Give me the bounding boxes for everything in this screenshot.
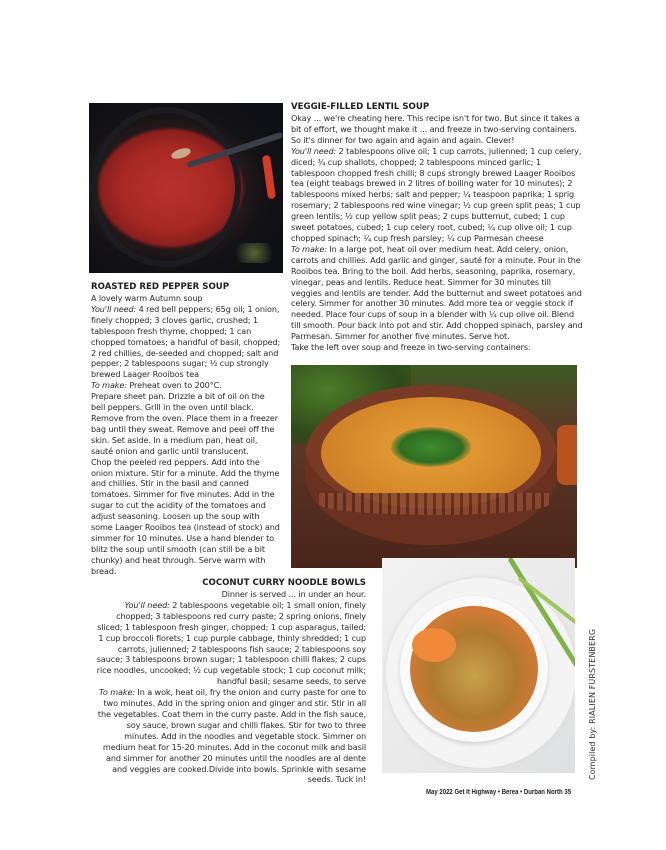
youll-need-label: You'll need: [124, 599, 170, 610]
noodle-bowl-photo [382, 558, 575, 773]
lentil-soup-method [291, 244, 583, 342]
coconut-curry-ingredients [90, 600, 366, 687]
photo-credit: Compiled by: RIALIEN FURSTENBERG [588, 628, 597, 780]
preheat-text: Preheat oven to 200°C. [126, 380, 222, 391]
spice-bowl [557, 425, 577, 485]
red-pepper-soup-intro: A lovely warm Autumn soup [91, 293, 203, 303]
youll-need-label: You'll need: [91, 303, 137, 314]
lentil-soup-ingredients [291, 146, 583, 244]
lentil-soup-outro: Take the left over soup and freeze in two-serving containers. [291, 342, 531, 353]
ingredients-text: 2 tablespoons vegetable oil; 1 small onion, finely chopped; 3 tablespoons red curry paste; 2 spring onions, finely sliced; 1 tablespoon fresh ginger, chopped; 1 cup asparagus, tailed; 1 cup broccoli florets; 1 cup purple cabbage, thinly shredded; 1 cup carrots, julienned; 2 tablespoons fish sauce; 2 tablespoons soy sauce; 3 tablespoons brown sugar; 1 tablespoon chilli flakes; 2 cups rice noodles, uncooked; ½ cup vegetable stock; 1 cup coconut milk; handful basil; sesame seeds, to serve [96, 599, 366, 687]
pan-rim [91, 107, 241, 267]
red-pepper-soup-photo [89, 103, 283, 273]
youll-need-label: You'll need: [291, 145, 337, 156]
page-footer: May 2022 Get It Highway • Berea • Durban North 35 [426, 789, 572, 796]
carrot-garnish [412, 628, 456, 662]
coconut-curry-intro: Dinner is served ... in under an hour. [221, 589, 366, 599]
red-pepper-soup-method-1: Prepare sheet pan. Drizzle a bit of oil on the bell peppers. Grill in the oven until black. Remove from the oven. Place them in a freezer bag until they sweat. Remove and peel off the skin. Set aside. In a medium pan, heat oil, sauté onion and garlic until translucent. [91, 391, 279, 456]
method-text: In a wok, heat oil, fry the onion and curry paste for one to two minutes. Add in the spring onion and ginger and stir. Stir in all the vegetables. Coat them in the curry paste. Add in the fish sauce, soy sauce, brown sugar and chilli flakes. Stir for two to three minutes. Add in the noodles and vegetable stock. Simmer on medium heat for 15-20 minutes. Add in the coconut milk and basil and simmer for another 20 minutes until the noodles are al dente and veggies are cooked.Divide into bowls. Sprinkle with sesame seeds. Tuck in! [97, 687, 366, 785]
ingredients-text: 4 red bell peppers; 65g oil; 1 onion, finely chopped; 3 cloves garlic, crushed; 1 tablespoon fresh thyme, chopped; 1 can chopped tomatoes; a handful of basil, chopped; 2 red chillies, de-seeded and chopped; salt and pepper; 2 tablespoons sugar; ½ cup strongly brewed Laager Rooibos tea [91, 303, 281, 380]
lentil-soup-intro: Okay ... we're cheating here. This recipe isn't for two. But since it takes a bit of effort, we thought make it ... and freeze in two-serving containers. So it's dinner for two again and again and again. Clever! [291, 113, 580, 145]
to-make-label: To make: [91, 380, 127, 391]
to-make-label: To make: [291, 243, 327, 254]
lentil-soup-title: VEGGIE-FILLED LENTIL SOUP [291, 102, 430, 112]
red-pepper-soup-preheat [91, 380, 281, 391]
bowl-pattern [319, 493, 549, 515]
lentil-soup-photo [291, 365, 577, 568]
parsley-garnish [391, 427, 471, 467]
red-pepper-soup-method-2: Chop the peeled red peppers. Add into the onion mixture. Stir for a minute. Add the thyme and chillies. Stir in the basil and canned tomatoes. Simmer for five minutes. Add in the sugar to cut the acidity of the tomatoes and adjust seasoning. Loosen up the soup with some Laager Rooibos tea (instead of stock) and simmer for 10 minutes. Use a hand blender to blitz the soup until smooth (can still be a bit chunky) and heat through. Serve warm with bread. [91, 456, 280, 576]
thyme-sprig [229, 243, 279, 263]
chilli-garnish [262, 155, 276, 200]
red-pepper-soup-ingredients [91, 304, 281, 380]
coconut-curry-recipe [90, 578, 366, 785]
ingredients-text: 2 tablespoons olive oil; 1 cup carrots, julienned; 1 cup celery, diced; ¾ cup shallots, chopped; 2 tablespoons minced garlic; 1 tablespoon chopped fresh chilli; 8 cups strongly brewed Laager Rooibos tea (eight teabags brewed in 2 litres of boiling water for 10 minutes); 2 tablespoons mixed herbs; salt and pepper; ¼ teaspoon paprika; 1 sprig rosemary; 2 tablespoons red wine vinegar; ½ cup green split peas; 1 cup green lentils; ½ cup yellow split peas; 2 cups butternut, cubed; 1 cup sweet potatoes, cubed; 1 cup celery root, cubed; ¼ cup olive oil; 1 cup chopped spinach; ¼ cup fresh parsley; ¼ cup Parmesan cheese [291, 145, 582, 243]
curry-noodles [410, 606, 538, 732]
method-text: In a large pot, heat oil over medium heat. Add celery, onion, carrots and chillies. Add garlic and ginger, sauté for a minute. Pour in the Rooibos tea. Bring to the boil. Add herbs, seasoning, paprika, rosemary, vinegar, peas and lentils. Reduce heat. Simmer for 30 minutes till veggies and lentils are tender. Add the butternut and sweet potatoes and celery. Simmer for another 30 minutes. Add more tea or veggie stock if needed. Place four cups of soup in a blender with ¼ cup olive oil. Blend till smooth. Pour back into pot and stir. Add chopped spinach, parsley and Parmesan. Simmer for another five minutes. Serve hot. [291, 243, 583, 342]
lentil-soup-recipe [291, 102, 583, 353]
coconut-curry-method [90, 687, 366, 785]
coconut-curry-title: COCONUT CURRY NOODLE BOWLS [202, 578, 366, 588]
red-pepper-soup-title: ROASTED RED PEPPER SOUP [91, 282, 230, 292]
to-make-label: To make: [99, 687, 135, 698]
red-pepper-soup-recipe [91, 282, 281, 577]
